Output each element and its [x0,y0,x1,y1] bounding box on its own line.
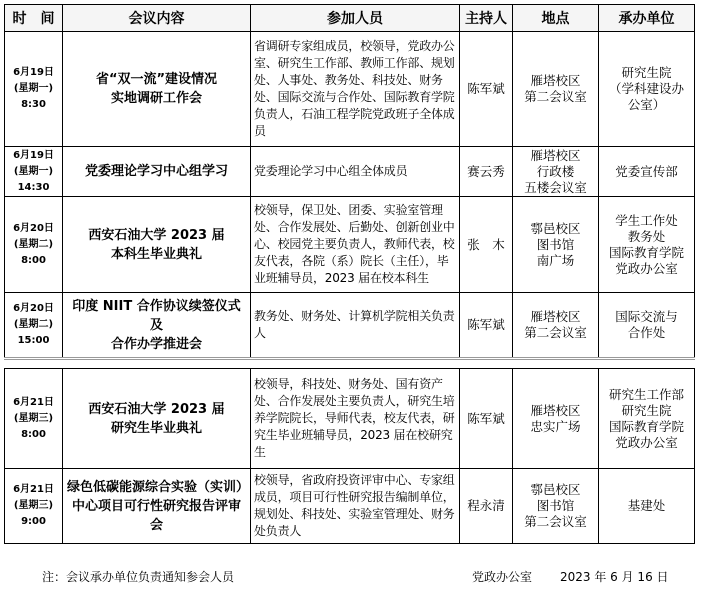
organizer-line: 党委宣传部 [615,163,678,179]
time-line: 14:30 [17,181,50,193]
topic-line: 绿色低碳能源综合实验（实训） [67,479,250,495]
attendees-cell: 校领导，保卫处、团委、实验室管理处、合作发展处、后勤处、创新创业中心、校园党主要负责人，教师代表，校友代表，各院（系）院长（主任），毕业班辅导员，2023 届在校本科生 [251,197,460,293]
location-line: 第二会议室 [524,89,587,104]
topic-cell [63,197,251,293]
topic-cell [63,369,251,469]
attendees-cell: 校领导，省政府投资评审中心、专家组成员，项目可行性研究报告编制单位，规划处、科技处、实验室管理处、财务处负责人 [251,469,460,544]
time-line: 6月19日 [13,67,54,78]
organizer-line: 研究生院 [621,402,672,418]
time-line: 6月21日 [13,396,54,408]
time-line: 6月21日 [13,484,54,495]
separator-cell [5,359,695,369]
location-line: 鄠邑校区 [530,482,581,497]
organizer-line: 研究生工作部 [608,386,684,402]
organizer-line: 基建处 [627,498,666,513]
location-cell [513,197,599,293]
time-cell [5,369,63,469]
location-line: 雁塔校区 [530,73,581,88]
organizer-cell [599,469,695,544]
header-host: 主持人 [460,5,513,32]
time-line: 8:00 [21,428,46,440]
organizer-line: 党政办公室 [615,434,678,450]
schedule-table-container [4,4,694,544]
organizer-line: 教务处 [627,228,666,244]
attendees-cell: 党委理论学习中心组全体成员 [251,147,460,197]
organizer-line: 国际交流与 [615,309,678,324]
topic-cell [63,469,251,544]
location-line: 雁塔校区 [530,402,581,418]
time-cell [5,293,63,359]
footer-date: 2023 年 6 月 16 日 [560,570,669,584]
location-cell [513,32,599,147]
header-attendees: 参加人员 [251,5,460,32]
location-cell [513,469,599,544]
topic-line: 本科生毕业典礼 [110,246,202,262]
organizer-line: 公室） [627,97,666,112]
table-separator [5,359,695,369]
time-line: 6月19日 [13,149,54,161]
organizer-line: （学科建设办 [608,81,684,96]
table-row [5,147,695,197]
footer-issuer: 党政办公室 [472,570,533,584]
attendees-cell: 教务处、财务处、计算机学院相关负责人 [251,293,460,359]
organizer-line: 合作处 [627,325,666,340]
time-line: (星期一) [13,83,54,94]
header-topic: 会议内容 [63,5,251,32]
location-cell [513,147,599,197]
time-cell [5,32,63,147]
topic-line: 西安石油大学 2023 届 [88,227,225,243]
footer-note: 注：会议承办单位负责通知参会人员 [42,570,235,584]
organizer-line: 国际教育学院 [608,418,684,434]
topic-line: 西安石油大学 2023 届 [88,401,225,417]
topic-cell [63,32,251,147]
header-time: 时 间 [5,5,63,32]
header-location: 地点 [513,5,599,32]
time-line: (星期三) [13,500,54,511]
topic-line: 党委理论学习中心组学习 [84,164,228,179]
time-line: 9:00 [21,516,46,527]
attendees-cell: 校领导，科技处、财务处、国有资产处、合作发展处主要负责人，研究生培养学院院长，导师代表，校友代表，研究生毕业班辅导员，2023 届在校研究生 [251,369,460,469]
time-line: (星期三) [13,412,54,424]
location-line: 鄠邑校区 [530,220,581,236]
host-cell: 程永清 [460,469,513,544]
table-row [5,197,695,293]
location-cell [513,293,599,359]
topic-line: 省“双一流”建设情况 [95,72,218,87]
location-line: 南广场 [536,252,575,268]
organizer-cell [599,197,695,293]
table-row [5,369,695,469]
location-cell [513,369,599,469]
table-header-row [5,5,695,32]
time-line: 6月20日 [13,222,54,234]
organizer-cell [599,293,695,359]
host-cell: 赛云秀 [460,147,513,197]
location-line: 雁塔校区 [530,147,581,163]
table-body [5,32,695,544]
topic-line: 合作办学推进会 [110,336,202,352]
location-line: 第二会议室 [524,514,587,529]
host-cell: 陈军斌 [460,293,513,359]
table-row [5,293,695,359]
time-line: 8:00 [21,254,46,266]
attendees-cell: 省调研专家组成员，校领导，党政办公室、研究生工作部、教师工作部、规划处、人事处、教务处、科技处、财务处、国际交流与合作处、国际教育学院负责人，石油工程学院党政班子全体成员 [251,32,460,147]
organizer-line: 国际教育学院 [608,244,684,260]
organizer-line: 学生工作处 [615,212,678,228]
time-line: 15:00 [17,335,50,346]
time-line: 8:30 [21,99,46,110]
time-cell [5,469,63,544]
topic-line: 印度 NIIT 合作协议续签仪式及 [72,298,241,333]
location-line: 图书馆 [536,236,575,252]
time-cell [5,197,63,293]
table-row [5,32,695,147]
time-line: (星期二) [13,238,54,250]
topic-cell [63,147,251,197]
time-line: (星期一) [13,165,54,177]
organizer-cell [599,369,695,469]
location-line: 五楼会议室 [524,179,587,195]
organizer-line: 党政办公室 [615,260,678,276]
host-cell: 陈军斌 [460,32,513,147]
location-line: 忠实广场 [530,418,581,434]
host-cell: 陈军斌 [460,369,513,469]
organizer-cell [599,32,695,147]
time-cell [5,147,63,197]
organizer-cell [599,147,695,197]
table-row [5,469,695,544]
topic-cell [63,293,251,359]
location-line: 第二会议室 [524,325,587,340]
location-line: 图书馆 [536,498,575,513]
location-line: 行政楼 [536,163,575,179]
topic-line: 研究生毕业典礼 [110,420,202,436]
time-line: 6月20日 [13,303,54,314]
meeting-schedule-table [4,4,695,544]
host-cell: 张 木 [460,197,513,293]
header-organizer: 承办单位 [599,5,695,32]
topic-line: 实地调研工作会 [110,91,202,106]
organizer-line: 研究生院 [621,65,672,80]
topic-line: 中心项目可行性研究报告评审会 [71,498,241,533]
time-line: (星期二) [13,319,54,330]
location-line: 雁塔校区 [530,309,581,324]
